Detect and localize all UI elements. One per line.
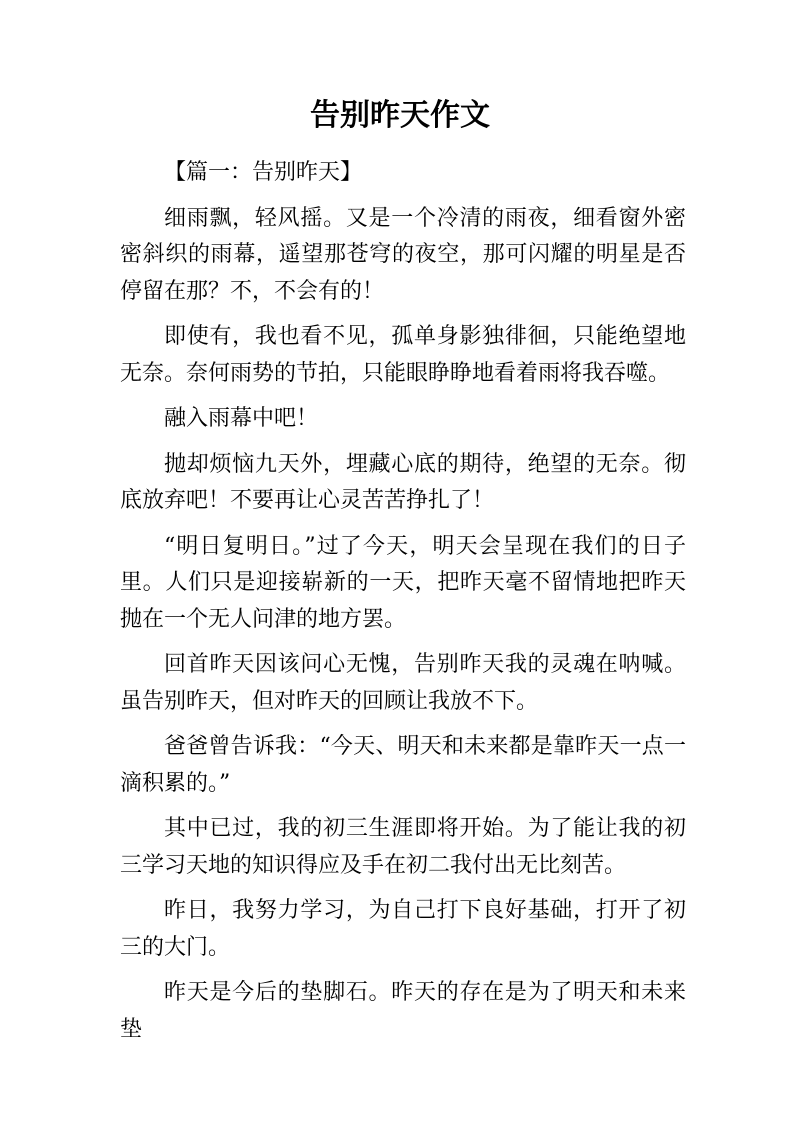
paragraph: 细雨飘，轻风摇。又是一个冷清的雨夜，细看窗外密密斜织的雨幕，遥望那苍穹的夜空，那可闪耀的明星是否停留在那？不，不会有的！ <box>120 205 686 304</box>
document-title: 告别昨天作文 <box>310 98 490 133</box>
paragraph: 爸爸曾告诉我：“今天、明天和未来都是靠昨天一点一滴积累的。” <box>120 734 686 796</box>
paragraph: 昨日，我努力学习，为自己打下良好基础，打开了初三的大门。 <box>120 898 686 960</box>
paragraph: 即使有，我也看不见，孤单身影独徘徊，只能绝望地无奈。奈何雨势的节拍，只能眼睁睁地看着雨将我吞噬。 <box>120 324 686 386</box>
paragraph: 回首昨天因该问心无愧，告别昨天我的灵魂在呐喊。虽告别昨天，但对昨天的回顾让我放不下。 <box>120 652 686 714</box>
paragraph: 抛却烦恼九天外，埋藏心底的期待，绝望的无奈。彻底放弃吧！不要再让心灵苦苦挣扎了！ <box>120 451 686 513</box>
paragraph: 融入雨幕中吧！ <box>164 406 319 431</box>
paragraph: “明日复明日。”过了今天，明天会呈现在我们的日子里。人们只是迎接崭新的一天，把昨天毫不留情地把昨天抛在一个无人问津的地方罢。 <box>120 533 686 632</box>
document-body <box>120 155 686 1057</box>
section-heading: 【篇一：告别昨天】 <box>164 160 363 185</box>
paragraph: 其中已过，我的初三生涯即将开始。为了能让我的初三学习天地的知识得应及手在初二我付出无比刻苦。 <box>120 816 686 878</box>
paragraph: 昨天是今后的垫脚石。昨天的存在是为了明天和未来垫 <box>120 980 686 1042</box>
